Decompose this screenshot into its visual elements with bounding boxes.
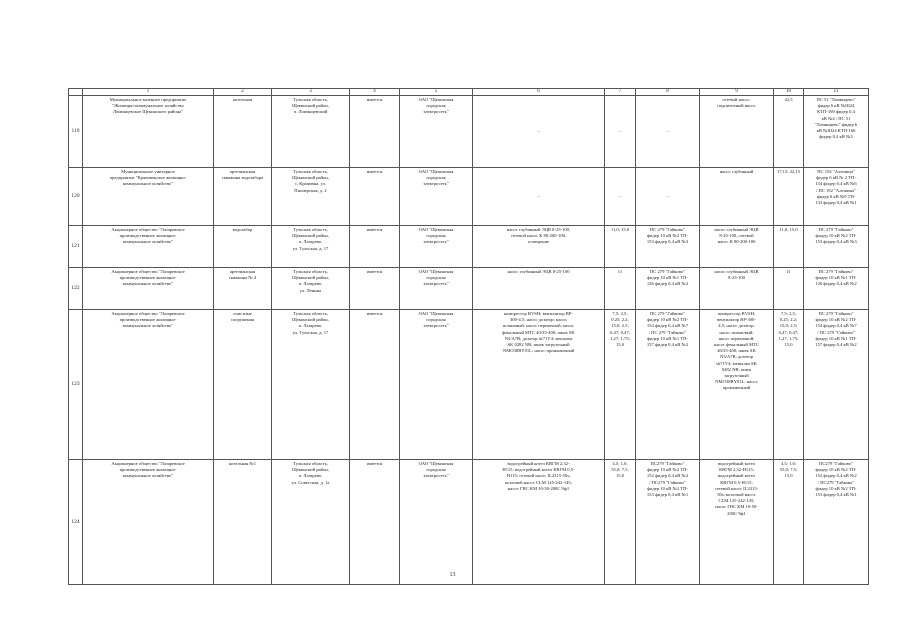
cell-text: N3/A7B; дозатор sk71V4; мешалка <box>504 335 573 341</box>
cell-text: Щекинский район, <box>292 275 329 281</box>
cell-text: фидер 10 кВ №2 ТП- <box>647 485 688 491</box>
header-cell: 6 <box>473 89 605 96</box>
cell-c6 <box>473 268 605 310</box>
cell-c11 <box>804 96 869 168</box>
cell-text: фидер 10 кВ №2 ТП- <box>815 467 857 473</box>
cell-c7 <box>605 96 636 168</box>
cell-c5 <box>400 226 473 268</box>
cell-text: п. Лазарево, <box>298 281 323 287</box>
cell-text: 15,0 <box>615 342 625 348</box>
cell-c1 <box>83 96 214 168</box>
cell-text: котельная №1 <box>228 461 257 466</box>
cell-text: ПС 192 "Алешина" <box>817 169 855 174</box>
cell-c1 <box>83 310 214 460</box>
cell-text: шламовый; насос перекачной; насос <box>502 323 575 329</box>
cell-text: ПС 279 "Гайково" <box>818 269 854 274</box>
cell-text: CLM 125-242-145; <box>718 498 755 504</box>
page-number: 13 <box>449 572 456 578</box>
cell-text: промывочный <box>722 385 751 391</box>
cell-text: подпиточный насос <box>717 103 756 109</box>
cell-text: водогрейный котел <box>717 473 756 479</box>
cell-c1 <box>83 226 214 268</box>
table-row <box>69 168 869 226</box>
cell-text: 153 фидер 0,4 кВ №1 <box>815 492 857 498</box>
cell-text: 1,27; 1,75; <box>610 335 630 341</box>
cell-text: сетевой насос К 80-200-100, <box>510 233 567 239</box>
cell-c2 <box>214 310 272 460</box>
cell-text: п. Ломинцевский <box>293 109 328 115</box>
cell-text: очистные <box>233 311 252 316</box>
cell-text: фидер 6 кВ №9 ТП- <box>816 193 856 199</box>
cell-text: скважина водозабора <box>221 175 264 181</box>
cell-text: предприятие "Крапивенское жилищно- <box>109 175 187 181</box>
cell-text: насос глубинный ЭЦВ <box>714 269 759 274</box>
cell-text: ул. Тульская, д. 17 <box>292 245 329 251</box>
cell-c9 <box>700 460 774 585</box>
header-cell: 2 <box>214 89 272 96</box>
cell-text: ОАО "Щекинская <box>418 269 454 274</box>
cell-text: электросеть" <box>423 281 449 287</box>
header-cell: 8 <box>636 89 700 96</box>
cell-c1 <box>83 460 214 585</box>
cell-text: ПС 51 "Ломинцево" <box>816 97 856 102</box>
cell-text: водогрейный котел <box>717 461 756 466</box>
cell-c7 <box>605 460 636 585</box>
cell-text: 157 фидер 0,4 кВ №2 <box>646 342 689 348</box>
cell-c4 <box>350 460 400 585</box>
header-cell: 9 <box>700 89 774 96</box>
cell-text: 126 фидер 0,4 кВ №2 <box>646 281 689 287</box>
cell-text: электросеть" <box>423 109 449 115</box>
cell-text: насос глубинный <box>719 169 754 174</box>
cell-c2 <box>214 268 272 310</box>
cell-text: 11,0; 15,0 <box>610 227 630 232</box>
cell-c7 <box>605 226 636 268</box>
cell-c5 <box>400 268 473 310</box>
cell-text: ПС279 "Гайково" <box>819 461 853 466</box>
cell-text: 11 <box>786 269 791 274</box>
cell-text: ПС 279 "Гайково" <box>649 269 686 274</box>
cell-c10 <box>774 460 804 585</box>
cell-text: Акционерное общество "Лазаревское <box>111 461 185 466</box>
cell-text: электросеть" <box>423 239 449 245</box>
cell-text: насос К 80-200-100 <box>717 239 756 245</box>
cell-text: 0,25; 2,2; <box>611 317 629 323</box>
cell-text: – <box>537 128 540 134</box>
cell-text: насос перекачной; <box>718 335 755 341</box>
cell-c8 <box>636 310 700 460</box>
cell-text: сетевой насос IL2315- <box>714 485 759 491</box>
cell-c1 <box>83 168 214 226</box>
cell-c2 <box>214 96 272 168</box>
cell-c10 <box>774 226 804 268</box>
cell-text: 1,27; 1,75; <box>778 335 799 341</box>
cell-c11 <box>804 226 869 268</box>
cell-text: 8-25-100, сетевой <box>719 233 754 239</box>
cell-c3 <box>272 96 350 168</box>
row-number: 124 <box>69 460 83 585</box>
cell-c6 <box>473 96 605 168</box>
cell-text: Акционерное общество "Лазаревское <box>111 269 185 274</box>
cell-text: фидер 10 кВ №2 ТП- <box>647 317 688 323</box>
header-cell: 5 <box>400 89 473 96</box>
cell-text: фидер 10 кВ №2 ТП- <box>647 467 688 473</box>
cell-text: 15,0 <box>615 473 625 479</box>
cell-text: 4,5; 1,0; <box>612 461 628 466</box>
cell-text: 0,47; 0,47; <box>778 329 799 335</box>
cell-text: N3/A7B; дозатор <box>720 354 753 360</box>
cell-text: электросеть" <box>423 473 449 479</box>
cell-text: / ПС279 "Гайково" <box>817 479 855 485</box>
cell-text: компрессор BVSH; вентилятор ВР- <box>504 311 573 316</box>
cell-text: Муниципальное унитарное <box>121 169 175 174</box>
cell-text: насос глубинный ЭЦВ 8-25-100 <box>507 269 570 274</box>
header-cell: 10 <box>774 89 804 96</box>
cell-text: "Ломинцево" фидер 6 <box>814 121 858 127</box>
cell-text: Тульская область, <box>293 269 328 274</box>
cell-text: ОАО "Щекинская <box>418 169 454 174</box>
cell-text: компрессор BVSH; <box>717 311 756 316</box>
cell-text: 17,15; 22,15 <box>776 169 801 174</box>
cell-text: 11 <box>617 269 623 274</box>
cell-text: ул. Ленина <box>299 287 322 293</box>
cell-text: имеется <box>366 269 383 274</box>
cell-text: 40/35-400; шнек SK <box>717 348 756 354</box>
cell-text: имеется <box>366 227 383 232</box>
header-cell: 7 <box>605 89 636 96</box>
cell-text: 15,0 <box>784 473 793 479</box>
cell-c9 <box>700 168 774 226</box>
cell-text: Тульская область, <box>293 227 328 232</box>
cell-text: 153 фидер 0,4 кВ №3 <box>646 239 689 245</box>
cell-text: 15,0 <box>784 342 793 348</box>
cell-text: 8-25-100 <box>728 275 745 281</box>
cell-c4 <box>350 168 400 226</box>
cell-text: водогрейный котел КВГМ 2,32- <box>507 461 570 466</box>
row-number: 121 <box>69 226 83 268</box>
cell-c7 <box>605 168 636 226</box>
cell-text: электросеть" <box>423 323 449 329</box>
cell-text: п. Лазарево, <box>298 323 323 329</box>
cell-text: 0,47; 0,47; <box>610 329 630 335</box>
cell-c1 <box>83 268 214 310</box>
cell-c6 <box>473 168 605 226</box>
cell-text: / ПС279 "Гайково" <box>649 479 686 485</box>
cell-c4 <box>350 268 400 310</box>
cell-c9 <box>700 310 774 460</box>
cell-text: насос шламовый; <box>719 329 754 335</box>
table-row <box>69 310 869 460</box>
cell-text: 11,0; 15,0 <box>779 227 798 232</box>
cell-text: 126 фидер 0,4 кВ №2 <box>815 281 857 287</box>
cell-text: городская <box>426 175 446 181</box>
cell-text: кВ №Ш24 КТП-166 <box>816 128 856 134</box>
cell-c10 <box>774 168 804 226</box>
cell-text: Тульская область, <box>293 169 328 174</box>
cell-text: коммунальное хозяйство" <box>122 473 174 479</box>
cell-c8 <box>636 168 700 226</box>
cell-text: / ПС 192 "Алешина" <box>816 187 856 193</box>
cell-text: освещение <box>527 239 550 245</box>
cell-text: имеется <box>366 97 383 102</box>
cell-text: КВГМ 2,32-Н115; <box>719 467 754 473</box>
cell-text: "Жилищно-коммунальное хозяйство <box>112 103 184 109</box>
cell-text: городская <box>426 467 446 473</box>
cell-c7 <box>605 310 636 460</box>
cell-text: 15,0; 2,5; <box>611 323 629 329</box>
cell-text: – <box>537 193 540 199</box>
header-cell: 4 <box>350 89 400 96</box>
cell-text: Н115; сетевой насос IL2315-50s; <box>506 473 571 479</box>
cell-text: Щекинский район, <box>292 103 329 109</box>
cell-text: Щекинский район, <box>292 467 329 473</box>
table-row <box>69 460 869 585</box>
row-number: 119 <box>69 96 83 168</box>
cell-text: с. Крапивна, ул. <box>294 181 327 187</box>
cell-text: ОАО "Щекинская <box>418 227 454 232</box>
cell-c6 <box>473 226 605 268</box>
cell-text: городская <box>426 103 446 109</box>
cell-c4 <box>350 96 400 168</box>
cell-text: 154 фидер 0,4 кВ №7 <box>646 323 689 329</box>
cell-text: загрузочный <box>724 373 749 379</box>
cell-text: вентилятор ВР-300- <box>717 317 756 323</box>
cell-c4 <box>350 310 400 460</box>
cell-text: / ПС 279 "Гайково" <box>817 329 855 335</box>
cell-text: 4,5; 1,0; <box>780 461 797 466</box>
cell-text: ул. Тульская, д. 17 <box>292 329 329 335</box>
cell-text: имеется <box>366 169 383 174</box>
cell-c4 <box>350 226 400 268</box>
cell-c7 <box>605 268 636 310</box>
cell-c3 <box>272 310 350 460</box>
cell-c6 <box>473 460 605 585</box>
cell-text: насос фекальный МТС <box>714 342 759 348</box>
cell-c11 <box>804 268 869 310</box>
cell-text: насос ГВС КМ 10-50-200С 9ф1 <box>507 485 570 491</box>
cell-text: коммунальное хозяйство" <box>122 239 174 245</box>
cell-text: фидер 6 кВ №Ш24 <box>817 103 855 109</box>
header-cell: 1 <box>83 89 214 96</box>
cell-text: 200С 9ф1 <box>727 510 746 516</box>
cell-text: 7,5; 2,5; <box>612 311 628 316</box>
cell-text: фидер 10 кВ №2 ТП- <box>815 485 857 491</box>
cell-text: производственное жилищно- <box>119 467 177 473</box>
cell-text: NMO38BY01L; насос промывочный <box>502 348 575 354</box>
cell-c8 <box>636 460 700 585</box>
row-number: 123 <box>69 310 83 460</box>
cell-text: ПС279 "Гайково" <box>650 461 685 466</box>
cell-text: производственное жилищно- <box>119 275 177 281</box>
cell-text: городская <box>426 275 446 281</box>
cell-text: городская <box>426 233 446 239</box>
cell-text: насос глубинный ЭЦВ 8-25-100, <box>506 227 571 232</box>
cell-text: 55,0; 7,5; <box>779 467 798 473</box>
cell-text: SK 0282 NB; шнек загрузочный <box>507 342 570 348</box>
cell-text: ОАО "Щекинская <box>418 97 454 102</box>
cell-text: 157 фидер 0,4 кВ №2 <box>815 342 857 348</box>
cell-text: 134 фидер 0,4 кВ №6 <box>815 181 857 187</box>
cell-text: коммунальное хозяйство" <box>122 181 174 187</box>
cell-text: насос ГВС КМ 10-50- <box>715 504 758 510</box>
cell-text: – <box>618 193 622 199</box>
cell-text: 152 фидер 0,4 кВ №2 <box>646 473 689 479</box>
cell-text: sk71V4; мешалка SK <box>716 360 757 366</box>
table-row <box>69 96 869 168</box>
cell-c10 <box>774 310 804 460</box>
cell-text: фидер 10 кВ №1 ТП- <box>815 275 857 281</box>
cell-c6 <box>473 310 605 460</box>
cell-text: Тульская область, <box>293 97 328 102</box>
cell-text: фидер 10 кВ №2 ТП- <box>815 233 857 239</box>
cell-c2 <box>214 168 272 226</box>
cell-text: 153 фидер 0,4 кВ №1 <box>646 492 689 498</box>
cell-text: фидер 6 кВ № 2 ТП- <box>816 175 856 181</box>
cell-text: Ломинцевское Щекинского района" <box>112 109 184 115</box>
cell-c11 <box>804 168 869 226</box>
cell-text: имеется <box>366 461 383 466</box>
cell-text: водозабор <box>232 227 253 232</box>
cell-c3 <box>272 460 350 585</box>
cell-c5 <box>400 310 473 460</box>
cell-text: ПС 279 "Гайково" <box>818 227 854 232</box>
cell-text: насос глубинный ЭЦВ <box>714 227 759 232</box>
cell-text: фидер 10 кВ №1 ТП- <box>647 275 688 281</box>
cell-text: п. Лазарево, <box>298 239 323 245</box>
cell-c8 <box>636 226 700 268</box>
cell-text: производственное жилищно- <box>119 233 177 239</box>
cell-text: Акционерное общество "Лазаревское <box>111 311 185 316</box>
cell-text: Щекинский район, <box>292 175 329 181</box>
cell-text: котельная <box>232 97 253 102</box>
cell-text: артезианская <box>229 169 256 174</box>
cell-text: скважина № 4 <box>228 275 257 281</box>
cell-text: фидер 10 кВ №1 ТП- <box>815 335 857 341</box>
cell-text: котловой насос CLM 125-242-145; <box>504 479 572 485</box>
cell-text: фидер 10 кВ №2 ТП- <box>815 317 857 323</box>
cell-text: Пионерская, д. 2 <box>294 187 327 193</box>
cell-text: ул. Советская, д. 1а <box>291 479 330 485</box>
cell-c10 <box>774 96 804 168</box>
cell-c3 <box>272 268 350 310</box>
cell-c9 <box>700 96 774 168</box>
cell-text: сооружения <box>230 317 255 323</box>
table-row <box>69 226 869 268</box>
cell-text: NMO38BY01L; насос <box>715 379 758 385</box>
cell-text: КТП-169 фидер 0,4 <box>817 109 855 115</box>
cell-text: – <box>666 193 669 199</box>
registry-table <box>68 88 869 585</box>
cell-text: 133 фидер 0,4 кВ №1 <box>815 200 857 206</box>
cell-c11 <box>804 460 869 585</box>
row-number: 122 <box>69 268 83 310</box>
cell-text: городская <box>426 317 446 323</box>
cell-text: фидер 0,4 кВ №3 <box>819 134 853 140</box>
cell-c9 <box>700 226 774 268</box>
cell-c8 <box>636 96 700 168</box>
cell-c5 <box>400 96 473 168</box>
cell-text: 0282 NB; шнек <box>721 366 752 372</box>
cell-text: 154 фидер 0,4 кВ №7 <box>815 323 857 329</box>
cell-text: 7,5; 2,5; <box>780 311 797 316</box>
header-cell: 3 <box>272 89 350 96</box>
cell-text: 42,5 <box>784 97 793 102</box>
cell-text: ПС 279 "Гайково" <box>649 227 686 232</box>
row-number: 120 <box>69 168 83 226</box>
header-cell: 11 <box>804 89 869 96</box>
cell-text: 0,25; 2,2; <box>779 317 798 323</box>
cell-text: ПС 279 "Гайково" <box>818 311 854 316</box>
cell-text: 300-4,5; насос дозатор; насос <box>509 317 568 323</box>
cell-text: 55,0; 7,5; <box>611 467 629 473</box>
cell-text: Тульская область, <box>293 311 328 316</box>
cell-text: – <box>666 128 669 134</box>
header-row <box>69 89 869 96</box>
cell-text: Щекинский район, <box>292 317 329 323</box>
cell-text: имеется <box>366 311 383 316</box>
cell-text: / ПС 279 "Гайково" <box>648 329 687 335</box>
cell-c5 <box>400 460 473 585</box>
cell-c2 <box>214 460 272 585</box>
cell-text: 153 фидер 0,4 кВ №3 <box>815 239 857 245</box>
cell-text: п. Лазарево, <box>298 473 323 479</box>
cell-text: Н115; водогрейный котел КВГМ 0,5- <box>502 467 575 473</box>
cell-text: фидер 10 кВ №1 ТП- <box>647 335 688 341</box>
cell-c2 <box>214 226 272 268</box>
cell-c8 <box>636 268 700 310</box>
cell-text: Муниципальное казенное предприятие <box>109 97 187 102</box>
cell-text: ПС 279 "Гайково" <box>649 311 686 316</box>
cell-text: Тульская область, <box>293 461 328 466</box>
cell-text: 4,5; насос дозатор; <box>718 323 755 329</box>
cell-text: Щекинский район, <box>292 233 329 239</box>
cell-text: 152 фидер 0,4 кВ №2 <box>815 473 857 479</box>
cell-text: Акционерное общество "Лазаревское <box>111 227 185 232</box>
cell-c10 <box>774 268 804 310</box>
cell-text: коммунальное хозяйство" <box>122 323 174 329</box>
cell-c9 <box>700 268 774 310</box>
cell-c11 <box>804 310 869 460</box>
cell-text: ОАО "Щекинская <box>418 311 454 316</box>
cell-text: фидер 10 кВ №2 ТП- <box>647 233 688 239</box>
cell-text: кВ №4 / ПС 51 <box>821 115 851 121</box>
cell-text: сетевой насос, <box>722 97 751 102</box>
cell-text: 50s; котловой насос <box>717 492 756 498</box>
table-row <box>69 268 869 310</box>
cell-text: коммунальное хозяйство" <box>122 281 174 287</box>
cell-text: фекальный МТС 40/35-400; шнек SK <box>502 329 575 335</box>
cell-text: электросеть" <box>423 181 449 187</box>
header-cell-blank <box>69 89 83 96</box>
cell-text: – <box>618 128 622 134</box>
cell-c3 <box>272 226 350 268</box>
cell-text: 15,0; 2,5; <box>779 323 798 329</box>
cell-c5 <box>400 168 473 226</box>
cell-text: КВГМ 0,5-Н115; <box>720 479 753 485</box>
cell-c3 <box>272 168 350 226</box>
cell-text: артезианская <box>229 269 256 274</box>
cell-text: ОАО "Щекинская <box>418 461 454 466</box>
cell-text: производственное жилищно- <box>119 317 177 323</box>
